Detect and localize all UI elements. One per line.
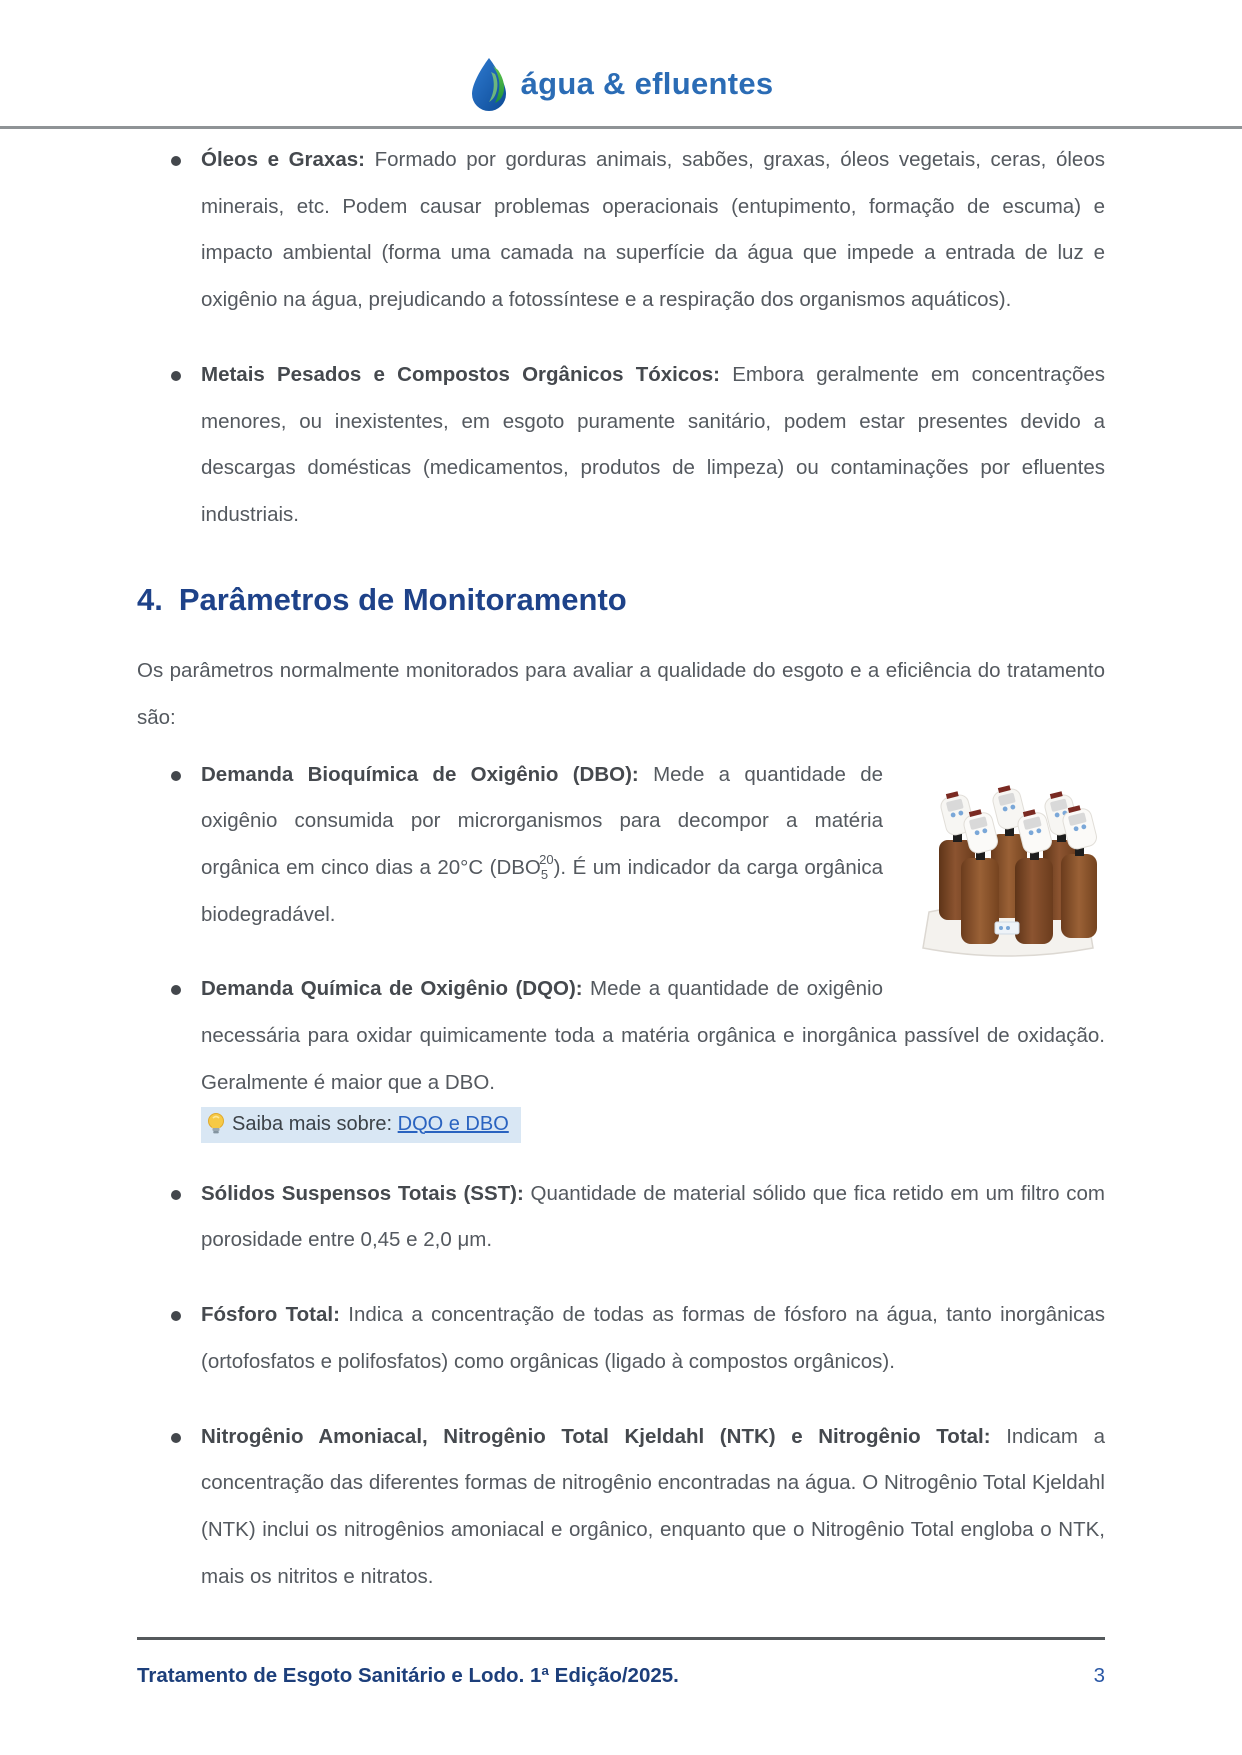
dbo-superscript: 20 [539, 852, 554, 867]
section-heading [137, 581, 1105, 618]
footer-row [137, 1664, 1105, 1688]
contaminants-list [137, 137, 1105, 539]
bullet-body: Indicam a concentração das diferentes formas de nitrogênio encontradas na água. O Nitrogênio Total Kjeldahl (NTK) inclui os nitrogênios amoniacal e orgânico, enquanto que o Nitrogênio Total engloba o NTK, mais os nitritos e nitratos. [201, 1424, 1105, 1588]
footer-divider [137, 1637, 1105, 1640]
bullet-text [201, 352, 1105, 539]
lightbulb-icon [207, 1112, 225, 1136]
section-intro: Os parâmetros normalmente monitorados para avaliar a qualidade do esgoto e a eficiência do tratamento são: [137, 659, 1105, 729]
bullet-title: Fósforo Total: [201, 1303, 340, 1327]
bullet-text [201, 1171, 1105, 1264]
section-number: 4. [137, 581, 163, 617]
logo [0, 0, 1242, 112]
bullet-title: Metais Pesados e Compostos Orgânicos Tóxicos: [201, 362, 721, 386]
logo-text: água & efluentes [520, 66, 774, 101]
bullet-title: Demanda Bioquímica de Oxigênio (DBO): [201, 762, 639, 786]
note-label [232, 1110, 509, 1138]
list-item-sst [170, 1171, 1105, 1264]
list-item-fosforo-total [170, 1292, 1105, 1385]
bullet-text [201, 752, 1105, 939]
bullet-body: Embora geralmente em concentrações menores, ou inexistentes, em esgoto puramente sanitário, podem estar presentes devido a descargas domésticas (medicamentos, produtos de limpeza) ou contaminações por efluentes industriais. [201, 362, 1106, 527]
water-drop-icon [469, 56, 509, 112]
list-item-dbo [170, 752, 1105, 939]
parameters-list [137, 752, 1105, 1601]
section-title: Parâmetros de Monitoramento [178, 581, 627, 617]
parameters-section [137, 752, 1105, 1601]
list-item-nitrogenio [170, 1414, 1105, 1601]
bullet-title: Sólidos Suspensos Totais (SST): [201, 1181, 524, 1205]
footer-title: Tratamento de Esgoto Sanitário e Lodo. 1ª Edição/2025. [137, 1664, 679, 1687]
bullet-body-end: ). É um indicador da carga orgânica biodegradável. [201, 856, 883, 926]
list-item-metais-pesados [170, 352, 1105, 539]
bullet-title: Nitrogênio Amoniacal, Nitrogênio Total Kjeldahl (NTK) e Nitrogênio Total: [201, 1424, 991, 1448]
bullet-text [201, 1414, 1105, 1601]
page-footer [137, 1637, 1105, 1688]
dqo-dbo-link[interactable]: DQO e DBO [397, 1112, 509, 1135]
list-item-oleos-e-graxas [170, 137, 1105, 324]
bullet-body: Quantidade de material sólido que fica retido em um filtro com porosidade entre 0,45 e 2,0 μm. [201, 1181, 1105, 1252]
bullet-text [201, 137, 1105, 324]
page-header [0, 0, 1242, 112]
bullet-title: Óleos e Graxas: [201, 148, 365, 171]
page-body [137, 137, 1105, 1601]
bullet-body: Mede a quantidade de oxigênio necessária para oxidar quimicamente toda a matéria orgânica e inorgânica passível de oxidação. Geralmente é maior que a DBO. [201, 977, 1105, 1094]
list-item-dqo [170, 966, 1105, 1142]
bullet-body: Formado por gorduras animais, sabões, graxas, óleos vegetais, ceras, óleos minerais, etc. Podem causar problemas operacionais (entupimento, formação de escuma) e impacto ambiental (forma uma camada na superfície da água que impede a entrada de luz e oxigênio na água, prejudicando a fotossíntese e a respiração dos organismos aquáticos). [201, 148, 1105, 312]
bullet-body: Mede a quantidade de oxigênio consumida por microrganismos para decompor a matéria orgânica em cinco dias a 20°C (DBO [201, 762, 883, 879]
bullet-title: Demanda Química de Oxigênio (DQO): [201, 977, 583, 1001]
bullet-text [201, 966, 1105, 1106]
bullet-text [201, 1292, 1105, 1385]
note-label-text: Saiba mais sobre: [232, 1112, 398, 1135]
saiba-mais-note [201, 1107, 521, 1143]
dbo-subscript: 5 [540, 867, 549, 883]
bullet-body: Indica a concentração de todas as formas de fósforo na água, tanto inorgânicas (ortofosfatos e polifosfatos) como orgânicas (ligado à compostos orgânicos). [201, 1303, 1106, 1373]
page-number: 3 [1093, 1664, 1105, 1687]
header-divider [0, 126, 1242, 129]
